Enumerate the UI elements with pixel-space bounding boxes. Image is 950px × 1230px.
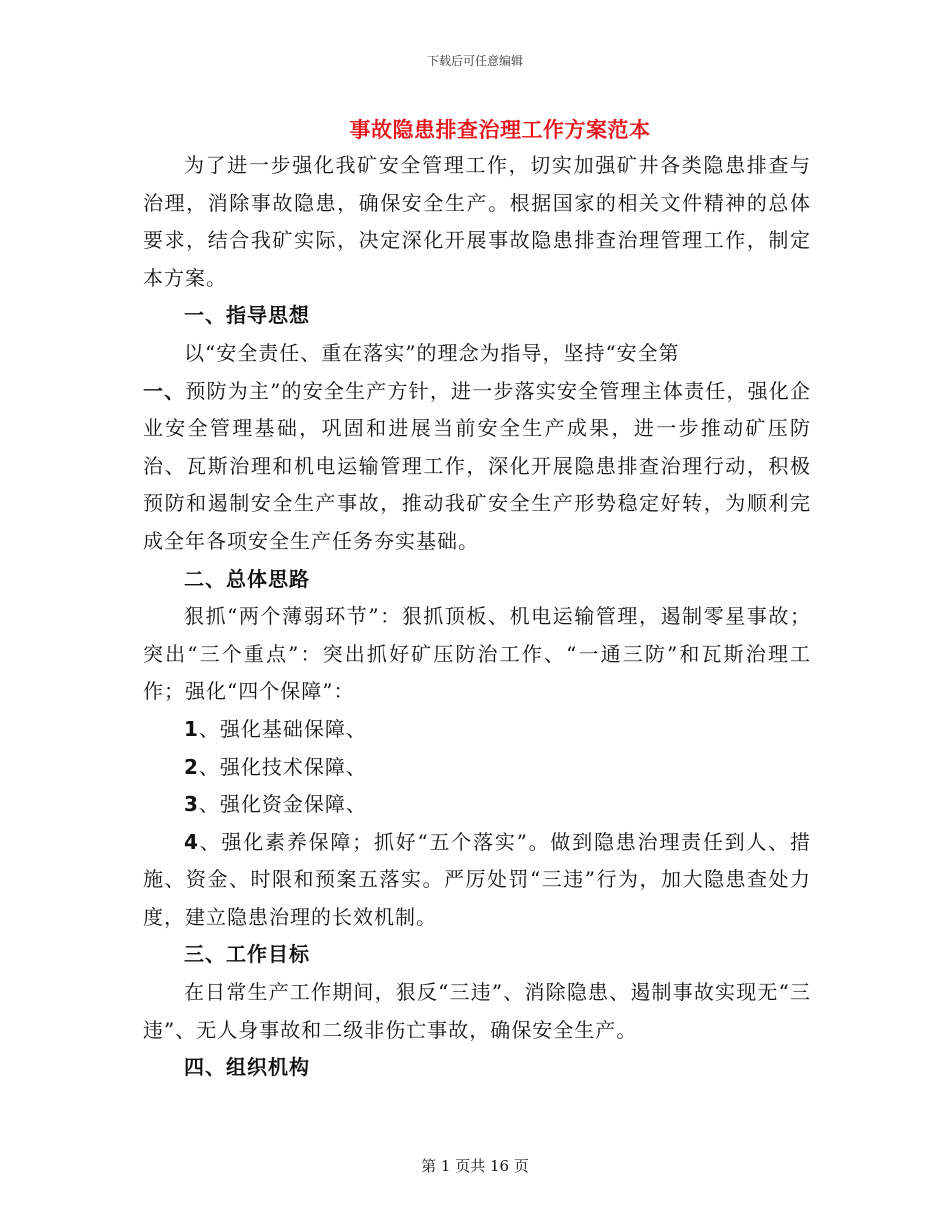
- list-item-text: 、强化技术保障、: [198, 754, 367, 779]
- overall-approach-paragraph: 狠抓“两个薄弱环节”：狠抓顶板、机电运输管理，遏制零星事故；突出“三个重点”：突出抓好矿压防治工作、“一通三防”和瓦斯治理工作；强化“四个保障”：: [143, 604, 811, 704]
- guiding-ideology-line: 以“安全责任、重在落实”的理念为指导，坚持“安全第: [184, 340, 680, 365]
- list-item: [143, 711, 811, 749]
- list-item: [143, 786, 811, 824]
- list-item-text: 、强化基础保障、: [198, 716, 367, 741]
- guiding-ideology-lead: 一、: [143, 378, 186, 403]
- list-item-number: 4: [184, 829, 199, 854]
- document-title: 事故隐患排查治理工作方案范本: [349, 118, 651, 142]
- document-body: [143, 147, 811, 1087]
- list-item-text: 、强化素养保障；抓好“五个落实”。做到隐患治理责任到人、措施、资金、时限和预案五落实。严厉处罚“三违”行为，加大隐患查处力度，建立隐患治理的长效机制。: [143, 829, 811, 929]
- section-heading-organization: 四、组织机构: [184, 1055, 310, 1080]
- header-note: 下载后可任意编辑: [426, 54, 523, 68]
- section-heading-overall-approach: 二、总体思路: [184, 566, 310, 591]
- page-number-footer: 第 1 页共 16 页: [421, 1157, 529, 1175]
- guiding-ideology-text: 预防为主”的安全生产方针，进一步落实安全管理主体责任，强化企业安全管理基础，巩固和进展当前安全生产成果，进一步推动矿压防治、瓦斯治理和机电运输管理工作，深化开展隐患排查治理行动，积极预防和遏制安全生产事故，推动我矿安全生产形势稳定好转，为顺利完成全年各项安全生产任务夯实基础。: [143, 378, 811, 553]
- list-item-text: 、强化资金保障、: [198, 792, 367, 817]
- section-heading-guiding-ideology: 一、指导思想: [184, 303, 310, 328]
- list-item: [143, 824, 811, 937]
- work-goals-paragraph: 在日常生产工作期间，狠反“三违”、消除隐患、遏制事故实现无“三违”、无人身事故和二级非伤亡事故，确保安全生产。: [143, 980, 811, 1042]
- list-item-number: 1: [184, 716, 199, 741]
- list-item-number: 2: [184, 754, 199, 779]
- guiding-ideology-paragraph: [143, 373, 811, 561]
- section-heading-work-goals: 三、工作目标: [184, 942, 310, 967]
- intro-paragraph: 为了进一步强化我矿安全管理工作，切实加强矿井各类隐患排查与治理，消除事故隐患，确保安全生产。根据国家的相关文件精神的总体要求，结合我矿实际，决定深化开展事故隐患排查治理管理工作，制定本方案。: [143, 153, 811, 290]
- list-item: [143, 749, 811, 787]
- list-item-number: 3: [184, 792, 199, 817]
